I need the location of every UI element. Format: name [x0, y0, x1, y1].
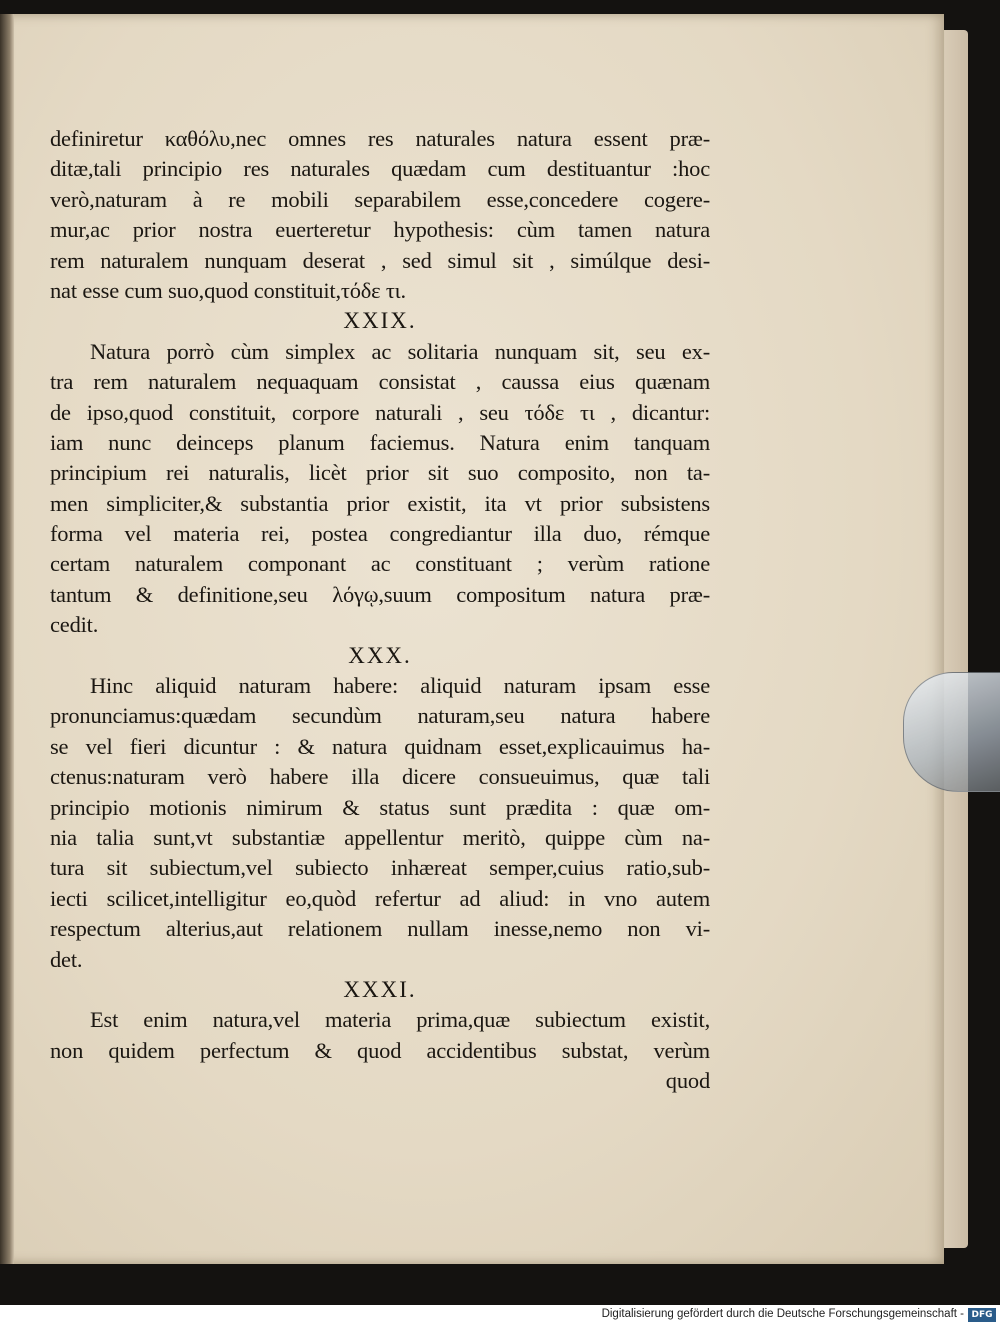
text-line: definiretur καθόλυ,nec omnes res naturales natura essent præ-: [50, 126, 710, 151]
text-line: mur,ac prior nostra euerteretur hypothesis: cùm tamen natura: [50, 217, 710, 243]
text-line: det.: [50, 946, 83, 972]
digitization-footer: [0, 1305, 1000, 1325]
footer-credit: Digitalisierung gefördert durch die Deutsche Forschungsgemeinschaft -: [601, 1308, 964, 1320]
text-line: verò,naturam à re mobili separabilem esse,concedere cogere-: [50, 186, 710, 212]
text-line: Est enim natura,vel materia prima,quæ subiectum existit,: [90, 1007, 710, 1033]
text-line: ctenus:naturam verò habere illa dicere consueuimus, quæ tali: [50, 764, 710, 790]
text-line: pronunciamus:quædam secundùm naturam,seu natura habere: [50, 703, 710, 729]
book-binding: [0, 14, 14, 1264]
text-line: iam nunc deinceps planum faciemus. Natura enim tanquam: [50, 429, 710, 455]
text-line: respectum alterius,aut relationem nullam inesse,nemo non vi-: [50, 916, 710, 942]
text-line: iecti scilicet,intelligitur eo,quòd refertur ad aliud: in vno autem: [50, 885, 710, 911]
text-line: ditæ,tali principio res naturales quædam cum destituantur :hoc: [50, 156, 710, 182]
text-line: tra rem naturalem nequaquam consistat , caussa eius quænam: [50, 369, 710, 395]
dfg-logo-icon: DFG: [968, 1308, 996, 1322]
text-line: Natura porrò cùm simplex ac solitaria nunquam sit, seu ex-: [90, 338, 710, 364]
page-text-block: [50, 124, 710, 1097]
text-line: Hinc aliquid naturam habere: aliquid naturam ipsam esse: [90, 673, 710, 699]
text-line: principium rei naturalis, licèt prior sit suo composito, non ta-: [50, 460, 710, 486]
text-line: certam naturalem componant ac constituant ; verùm ratione: [50, 551, 710, 577]
text-line: quod: [665, 1068, 710, 1094]
section-heading: XXXI.: [343, 976, 417, 1002]
text-line: cedit.: [50, 612, 99, 638]
text-line: men simpliciter,& substantia prior existit, ita vt prior subsistens: [50, 490, 710, 516]
text-line: tantum & definitione,seu λόγῳ,suum compositum natura præ-: [50, 581, 710, 607]
text-line: de ipso,quod constituit, corpore naturali , seu τόδε τι , dicantur:: [50, 399, 710, 425]
text-line: rem naturalem nunquam deserat , sed simul sit , simúlque desi-: [50, 247, 710, 273]
section-heading: XXIX.: [343, 308, 417, 334]
text-line: principio motionis nimirum & status sunt prædita : quæ om-: [50, 794, 710, 820]
text-line: nia talia sunt,vt substantiæ appellentur meritò, quippe cùm na-: [50, 824, 710, 850]
text-line: tura sit subiectum,vel subiecto inhæreat semper,cuius ratio,sub-: [50, 855, 710, 881]
page-holder-clip: [903, 672, 1000, 792]
text-line: non quidem perfectum & quod accidentibus substat, verùm: [50, 1037, 710, 1063]
text-line: se vel fieri dicuntur : & natura quidnam esset,explicauimus ha-: [50, 733, 710, 759]
section-heading: XXX.: [348, 642, 412, 668]
text-line: forma vel materia rei, postea congrediantur illa duo, rémque: [50, 521, 710, 547]
text-line: nat esse cum suo,quod constituit,τόδε τι.: [50, 277, 406, 303]
